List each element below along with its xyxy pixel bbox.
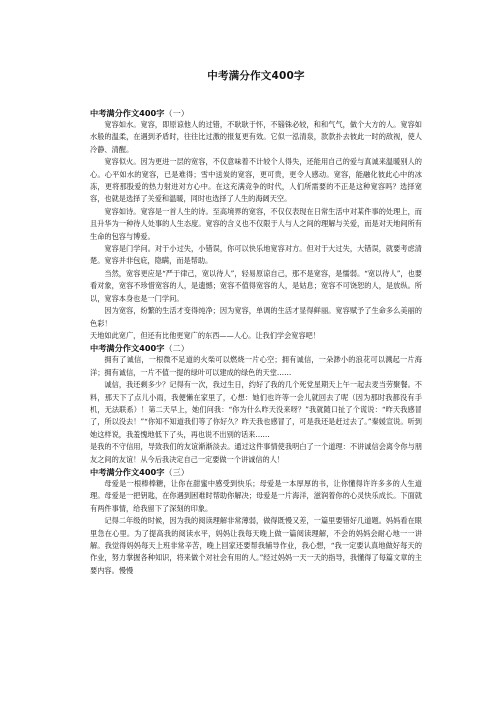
paragraph: 母爱是一根棒棒糖，让你在甜蜜中感受到快乐；母爱是一本厚厚的书，让你懂得许许多多的人生道理。母爱是一把钥匙，在你遇到困难时帮助你解决；母爱是一片海洋，滋润着你的心灵快乐成长。下面就有两件事情，给我留下了深刻的印象。 xyxy=(90,478,422,513)
section-number: （三） xyxy=(164,466,189,477)
section-heading-text: 中考满分作文400字 xyxy=(90,343,165,354)
document-title: 中考满分作文400字 xyxy=(207,70,305,82)
paragraph: 因为宽容，纷繁的生活才变得纯净；因为宽容，单调的生活才显得鲜丽。宽容赋予了生命多么美丽的色彩！ xyxy=(90,306,422,328)
section-number: （一） xyxy=(164,108,189,118)
section-heading xyxy=(90,342,422,354)
paragraph: 宽容如诗。宽容是一首人生的诗。至高境界的宽容，不仅仅表现在日常生活中对某件事的处理上，而且升华为一种待人处事的人生态度。宽容的含义也不仅限于人与人之间的理解与关爱，而是对天地间所有生命的包容与博爱。 xyxy=(90,206,422,241)
closing-line: 天地如此宽广，但还有比他更宽广的东西——人心。让我们学会宽容吧！ xyxy=(90,330,321,340)
paragraph: 当然，宽容更应是“严于律己，宽以待人”，轻易原谅自己，那不是宽容，是懦弱。“宽以待人”，也要看对象，宽容不珍惜宽容的人，是遗憾；宽容不值得宽容的人，是姑息；宽容不可饶恕的人，是放纵。所以，宽容本身也是一门学问。 xyxy=(90,268,422,303)
section-heading xyxy=(90,466,422,478)
paragraph: 拥有了诚信，一根微不足道的火柴可以燃烧一片心空；拥有诚信，一朵渺小的浪花可以溅起一片海洋；拥有诚信，一片不值一提的绿叶可以建成的绿色的天堂…… xyxy=(90,355,422,377)
essay-section-1 xyxy=(90,107,422,342)
paragraph: 诚信，我还剩多少？记得有一次，我过生日，约好了我的几个死党星期天上午一起去麦当劳聚餐。不料，那天下了点儿小雨，我便懒在家里了，心想：她们也许等一会儿就回去了呢（因为那时我都没有手机，无法联系）！第二天早上，她们问我：“你为什么昨天没来呀？”我就随口扯了个谎说：“昨天我感冒了，所以没去！”“你知不知道我们等了你好久？昨天我也感冒了，可是我还是赶过去了。”秦媛宣说。听到她这样说，我羞愧地低下了头，再也说不出别的话来…… xyxy=(90,380,422,439)
section-heading xyxy=(90,107,422,119)
paragraph: 宽容如水。宽容，即原谅他人的过错，不耿耿于怀，不锱铢必较，和和气气，做个大方的人。宽容如水般的温柔，在遇到矛盾时，往往比过激的报复更有效。它似一泓清泉，款款扑去彼此一时的敌视，使人冷静、清醒。 xyxy=(90,120,422,154)
paragraph: 宽容是门学问。对于小过失，小错误，你可以快乐地宽容对方。但对于大过失，大错误，就要考虑清楚。宽容并非包庇，隐瞒，而是帮助。 xyxy=(90,244,422,266)
essay-section-2 xyxy=(90,342,422,466)
section-heading-text: 中考满分作文400字 xyxy=(90,466,165,477)
closing-line: 是我的不守信用，导致我们的友谊渐渐淡去。通过这件事情使我明白了一个道理：不讲诚信会离令你与朋友之间的友谊！从今后我决定自己一定要做一个讲诚信的人！ xyxy=(90,442,422,464)
section-number: （二） xyxy=(164,343,189,354)
section-heading-text: 中考满分作文400字 xyxy=(90,108,165,118)
paragraph: 宽容似火。因为更进一层的宽容，不仅意味着不计较个人得失，还能用自己的爱与真诚来温暖别人的心。心平如水的宽容，已是难得；雪中送炭的宽容，更可贵，更令人感动。宽容，能融化彼此心中的冰冻，更将那股爱的热力射进对方心中。在这充满竞争的时代，人们所需要的不正是这种宽容吗？选择宽容，也就是选择了关爱和温暖，同时也选择了人生的海阔天空。 xyxy=(90,157,422,204)
paragraph: 记得二年级的时候，因为我的阅读理解非常薄弱，做得既慢又差，一篇里要错好几道题。妈妈看在眼里急在心里。为了提高我的阅读水平，妈妈让我每天晚上做一篇阅读理解，不会的妈妈会耐心地一一讲解。我觉得妈妈每天上班非常辛苦，晚上回家还要帮我辅导作业，我心想，“我一定要认真地做好每天的作业，努力掌握各种知识，将来做个对社会有用的人。”经过妈妈一天一天的指导，我懂得了每篇文章的主要内容。慢慢 xyxy=(90,516,422,575)
essay-section-3 xyxy=(90,466,422,577)
